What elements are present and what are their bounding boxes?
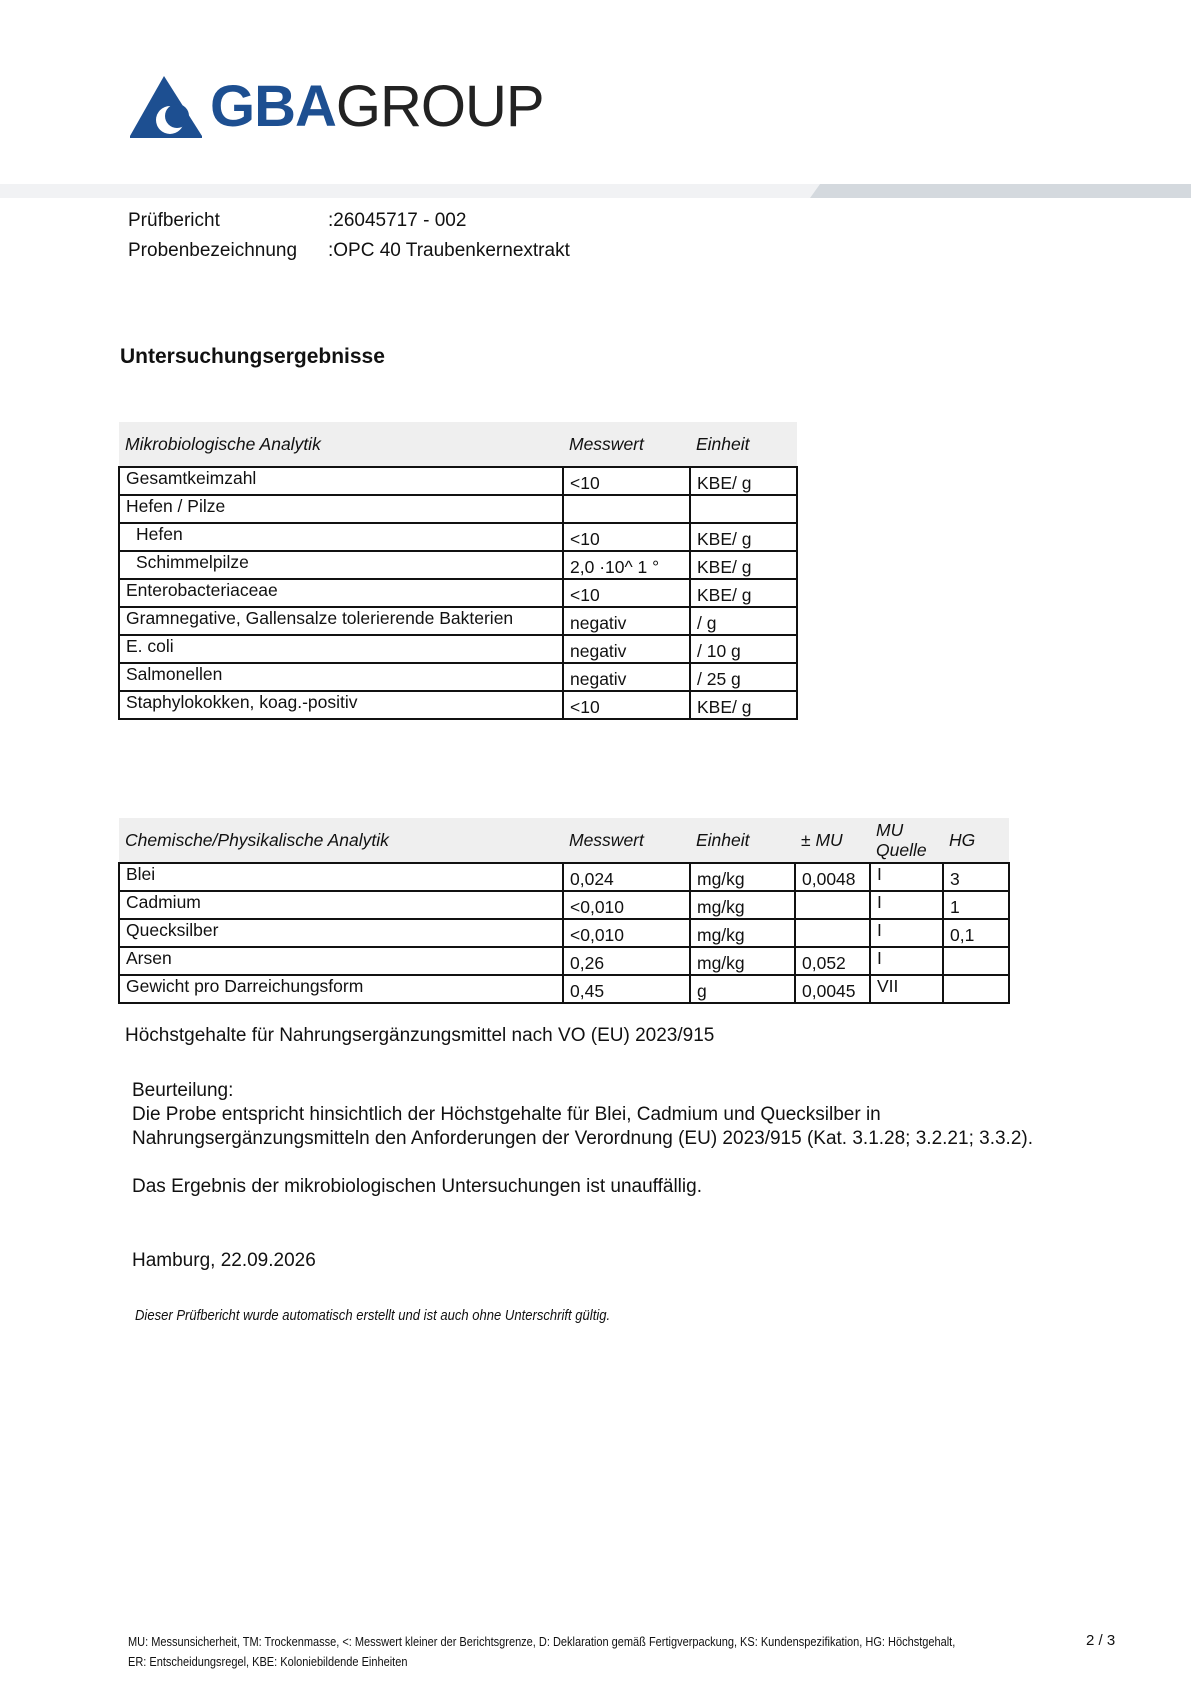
column-header: Messwert bbox=[563, 818, 690, 863]
footer-line-2: ER: Entscheidungsregel, KBE: Koloniebildende Einheiten bbox=[128, 1655, 408, 1669]
unit-cell: / 25 g bbox=[690, 663, 797, 691]
logo-gba: GBA bbox=[210, 74, 336, 139]
table-row bbox=[119, 947, 1009, 975]
unit-cell: mg/kg bbox=[690, 891, 795, 919]
logo-wordmark bbox=[210, 74, 544, 139]
unit-cell: g bbox=[690, 975, 795, 1003]
unit-cell: / 10 g bbox=[690, 635, 797, 663]
value-cell: <10 bbox=[563, 579, 690, 607]
table-row bbox=[119, 467, 797, 495]
analyte-cell: Gewicht pro Darreichungsform bbox=[119, 975, 563, 1003]
value-cell: 0,45 bbox=[563, 975, 690, 1003]
uncertainty-cell: 0,052 bbox=[795, 947, 870, 975]
unit-cell bbox=[690, 495, 797, 523]
value-cell: negativ bbox=[563, 635, 690, 663]
sample-value: :OPC 40 Traubenkernextrakt bbox=[328, 240, 570, 261]
page-number: 2 / 3 bbox=[1086, 1632, 1116, 1649]
max-level-cell: 3 bbox=[943, 863, 1009, 891]
analyte-cell: Arsen bbox=[119, 947, 563, 975]
unit-cell: mg/kg bbox=[690, 947, 795, 975]
sample-name-row bbox=[128, 240, 570, 262]
gba-triangle-icon bbox=[130, 76, 202, 138]
unit-cell: mg/kg bbox=[690, 863, 795, 891]
uncertainty-cell bbox=[795, 891, 870, 919]
uncertainty-cell bbox=[795, 919, 870, 947]
auto-generated-note: Dieser Prüfbericht wurde automatisch erstellt und ist auch ohne Unterschrift gültig. bbox=[135, 1308, 611, 1324]
table-row bbox=[119, 551, 797, 579]
analyte-cell: Staphylokokken, koag.-positiv bbox=[119, 691, 563, 719]
table-row bbox=[119, 975, 1009, 1003]
unit-cell: KBE/ g bbox=[690, 551, 797, 579]
value-cell: 0,024 bbox=[563, 863, 690, 891]
analyte-cell: Hefen bbox=[119, 523, 563, 551]
report-label: Prüfbericht bbox=[128, 210, 220, 231]
column-header: ± MU bbox=[795, 818, 870, 863]
column-header: Einheit bbox=[690, 422, 797, 467]
analyte-cell: Enterobacteriaceae bbox=[119, 579, 563, 607]
unit-cell: / g bbox=[690, 607, 797, 635]
mu-source-cell: I bbox=[870, 863, 943, 891]
value-cell: <10 bbox=[563, 467, 690, 495]
analyte-cell: Cadmium bbox=[119, 891, 563, 919]
analyte-cell: Salmonellen bbox=[119, 663, 563, 691]
table-row bbox=[119, 635, 797, 663]
table-row bbox=[119, 495, 797, 523]
column-header: HG bbox=[943, 818, 1009, 863]
assessment-line-2: Nahrungsergänzungsmitteln den Anforderungen der Verordnung (EU) 2023/915 (Kat. 3.1.28; 3.2.21; 3.3.2). bbox=[132, 1128, 1033, 1149]
value-cell: 0,26 bbox=[563, 947, 690, 975]
analyte-cell: Gesamtkeimzahl bbox=[119, 467, 563, 495]
value-cell: negativ bbox=[563, 607, 690, 635]
mu-source-cell: VII bbox=[870, 975, 943, 1003]
unit-cell: KBE/ g bbox=[690, 579, 797, 607]
company-logo bbox=[130, 72, 544, 142]
header-band bbox=[0, 182, 1191, 198]
value-cell: 2,0 ·10^ 1 ° bbox=[563, 551, 690, 579]
analyte-cell: Quecksilber bbox=[119, 919, 563, 947]
max-level-cell bbox=[943, 975, 1009, 1003]
microbiology-header-row bbox=[119, 422, 797, 467]
table-row bbox=[119, 919, 1009, 947]
section-title: Untersuchungsergebnisse bbox=[120, 345, 385, 368]
table-row bbox=[119, 523, 797, 551]
value-cell: <10 bbox=[563, 523, 690, 551]
value-cell: <0,010 bbox=[563, 919, 690, 947]
mu-source-cell: I bbox=[870, 919, 943, 947]
chemistry-header-row bbox=[119, 818, 1009, 863]
place-date: Hamburg, 22.09.2026 bbox=[132, 1250, 316, 1271]
micro-assessment: Das Ergebnis der mikrobiologischen Untersuchungen ist unauffällig. bbox=[132, 1176, 702, 1197]
microbiology-table bbox=[118, 422, 798, 720]
assessment-label: Beurteilung: bbox=[132, 1080, 234, 1101]
max-level-cell: 1 bbox=[943, 891, 1009, 919]
mu-source-cell: I bbox=[870, 947, 943, 975]
table-row bbox=[119, 663, 797, 691]
footer-line-1: MU: Messunsicherheit, TM: Trockenmasse, <: Messwert kleiner der Berichtsgrenze, D: Deklaration gemäß Fertigverpackung, KS: Kundenspezifikation, HG: Höchstgehalt, bbox=[128, 1635, 956, 1649]
max-levels-note: Höchstgehalte für Nahrungsergänzungsmittel nach VO (EU) 2023/915 bbox=[125, 1025, 715, 1046]
max-level-cell bbox=[943, 947, 1009, 975]
table-row bbox=[119, 607, 797, 635]
analyte-cell: Blei bbox=[119, 863, 563, 891]
column-header: Mikrobiologische Analytik bbox=[119, 422, 563, 467]
unit-cell: KBE/ g bbox=[690, 467, 797, 495]
report-value: :26045717 - 002 bbox=[328, 210, 467, 231]
value-cell: <10 bbox=[563, 691, 690, 719]
unit-cell: KBE/ g bbox=[690, 523, 797, 551]
analyte-cell: Schimmelpilze bbox=[119, 551, 563, 579]
assessment-line-1: Die Probe entspricht hinsichtlich der Höchstgehalte für Blei, Cadmium und Quecksilber in bbox=[132, 1104, 881, 1125]
value-cell bbox=[563, 495, 690, 523]
unit-cell: KBE/ g bbox=[690, 691, 797, 719]
assessment-block bbox=[132, 1079, 1033, 1151]
table-row bbox=[119, 891, 1009, 919]
max-level-cell: 0,1 bbox=[943, 919, 1009, 947]
value-cell: <0,010 bbox=[563, 891, 690, 919]
sample-label: Probenbezeichnung bbox=[128, 240, 298, 261]
uncertainty-cell: 0,0048 bbox=[795, 863, 870, 891]
unit-cell: mg/kg bbox=[690, 919, 795, 947]
logo-group: GROUP bbox=[335, 74, 544, 139]
table-row bbox=[119, 579, 797, 607]
table-row bbox=[119, 691, 797, 719]
table-row bbox=[119, 863, 1009, 891]
report-number-row bbox=[128, 210, 466, 232]
uncertainty-cell: 0,0045 bbox=[795, 975, 870, 1003]
analyte-cell: E. coli bbox=[119, 635, 563, 663]
value-cell: negativ bbox=[563, 663, 690, 691]
footer-legend bbox=[128, 1632, 1008, 1672]
analyte-cell: Gramnegative, Gallensalze tolerierende Bakterien bbox=[119, 607, 563, 635]
column-header: Einheit bbox=[690, 818, 795, 863]
column-header: Messwert bbox=[563, 422, 690, 467]
mu-source-cell: I bbox=[870, 891, 943, 919]
chemistry-table bbox=[118, 818, 1010, 1004]
analyte-cell: Hefen / Pilze bbox=[119, 495, 563, 523]
column-header: Chemische/Physikalische Analytik bbox=[119, 818, 563, 863]
column-header: MU Quelle bbox=[870, 818, 943, 863]
